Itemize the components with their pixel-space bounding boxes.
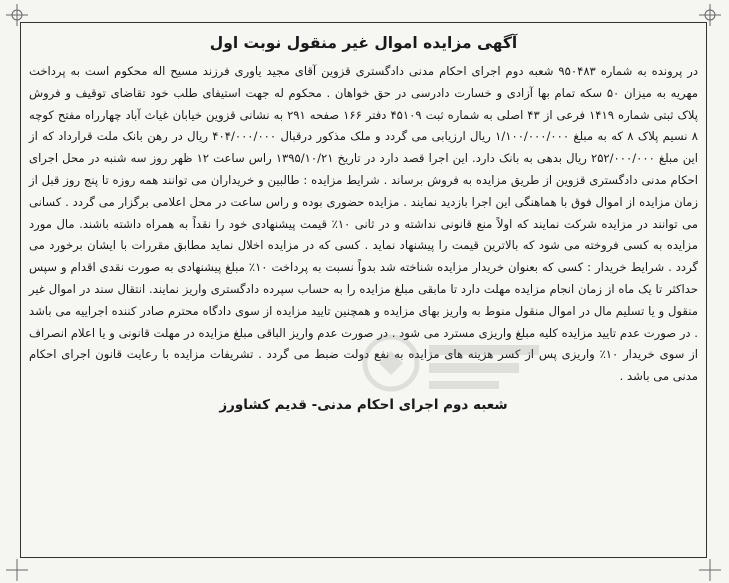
crop-mark-icon	[699, 559, 721, 581]
notice-body: در پرونده به شماره ۹۵۰۴۸۳ شعبه دوم اجرای احکام مدنی دادگستری قزوین آقای مجید یاوری فرزند مسیح اله محکوم است به پرداخت مهریه به میزان ۵۰ سکه تمام بها آزادی و خسارت دادرسی در حق خواهان . محکوم له جهت استیفای طلب خود تقاضای توقیف و فروش پلاک ثبتی شماره ۱۴۱۹ فرعی از ۴۳ اصلی به شماره ثبت ۴۵۱۰۹ دفتر ۱۶۶ صفحه ۲۹۱ به نشانی قزوین خیابان غیاث آباد چهارراه مفتح کوچه ۸ نسیم پلاک ۸ که به مبلغ ۱/۱۰۰/۰۰۰/۰۰۰ ریال ارزیابی می گردد و ملک مذکور درقبال ۴۰۴/۰۰۰/۰۰۰ ریال در رهن بانک ملت قرارداد که از این مبلغ ۲۵۲/۰۰۰/۰۰۰ ریال بدهی به بانک دارد. این اجرا قصد دارد در تاریخ ۱۳۹۵/۱۰/۲۱ راس ساعت ۱۲ ظهر روز سه شنبه در محل اجرای احکام مدنی دادگستری قزوین از طریق مزایده به فروش برساند . شرایط مزایده : طالبین و خریداران می توانند همه روزه تا پنج روز قبل از زمان مزایده از اموال فوق با هماهنگی این اجرا بازدید نمایند . مزایده حضوری بوده و راس ساعت در محل اعلامی برگزار می گردد . کسانی می توانند در مزایده شرکت نمایند که اولاً منع قانونی نداشته و در ثانی ۱۰٪ قیمت پیشنهادی خود را نقداً به همراه داشته باشند. مال مورد مزایده به کسی فروخته می شود که بالاترین قیمت را پیشنهاد نماید . کسی که در مزایده اخلال نماید مطابق مقررات با ایشان برخورد می گردد . شرایط خریدار : کسی که بعنوان خریدار مزایده شناخته شد بدواً نسبت به پرداخت ۱۰٪ مبلغ پیشنهادی به صورت نقدی اقدام و سپس حداکثر تا یک ماه از زمان انجام مزایده مهلت دارد تا مابقی مبلغ مزایده را به حساب سپرده دادگستری واریز نمایند. انتقال سند در اموال غیر منقول و یا تسلیم مال در اموال منقول منوط به واریز بهای مزایده و همچنین تایید مزایده از سوی دادگاه محترم صادر کننده اجراییه می باشد . در صورت عدم تایید مزایده کلیه مبلغ واریزی مسترد می شود . در صورت عدم واریز الباقی مبلغ مزایده در مهلت قانونی و یا اعلام انصراف از سوی خریدار ۱۰٪ واریزی پس از کسر هزینه های مزایده به نفع دولت ضبط می گردد . تشریفات مزایده با رعایت قانون اجرای احکام مدنی می باشد .	[29, 64, 699, 384]
notice-frame	[20, 22, 707, 558]
notice-signature: شعبه دوم اجرای احکام مدنی- قدیم کشاورز	[219, 396, 508, 413]
crop-mark-icon	[6, 559, 28, 581]
notice-title: آگهی مزایده اموال غیر منقول نوبت اول	[209, 34, 518, 52]
notice-content	[29, 31, 698, 551]
